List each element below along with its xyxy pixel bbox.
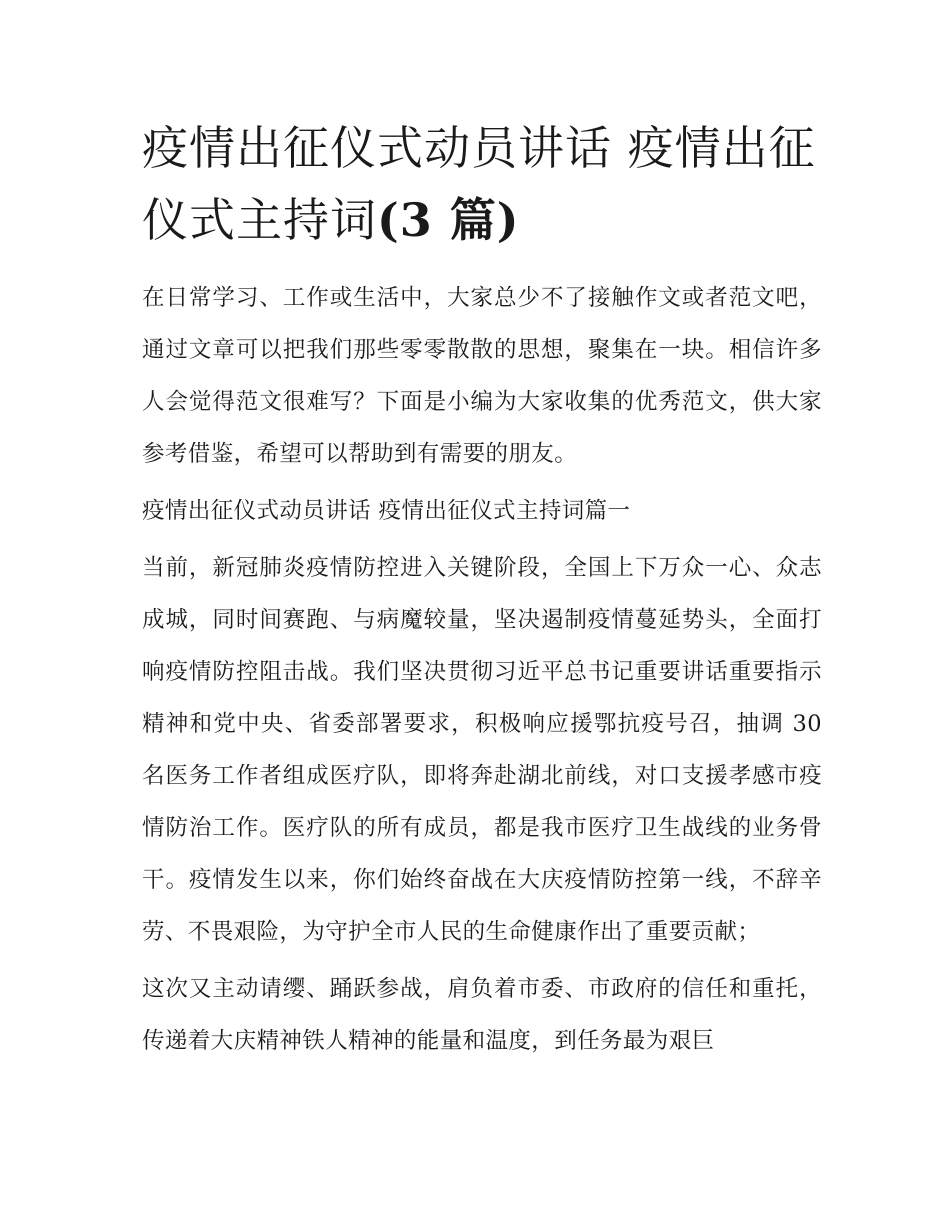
document-title xyxy=(142,112,822,256)
document-body xyxy=(142,272,822,1067)
title-count-text: (3 篇) xyxy=(377,193,520,247)
section-heading: 疫情出征仪式动员讲话 疫情出征仪式主持词篇一 xyxy=(142,498,631,524)
intro-paragraph: 在日常学习、工作或生活中，大家总少不了接触作文或者范文吧，通过文章可以把我们那些零零散散的思想，聚集在一块。相信许多人会觉得范文很难写？下面是小编为大家收集的优秀范文，供大家参考借鉴，希望可以帮助到有需要的朋友。 xyxy=(142,285,822,467)
body-paragraph: 这次又主动请缨、踊跃参战，肩负着市委、市政府的信任和重托，传递着大庆精神铁人精神的能量和温度，到任务最为艰巨 xyxy=(142,976,822,1054)
document-page xyxy=(142,112,822,1072)
title-main-text: 疫情出征仪式动员讲话 疫情出征仪式主持词 xyxy=(142,121,816,247)
body-paragraph: 当前，新冠肺炎疫情防控进入关键阶段，全国上下万众一心、众志成城，同时间赛跑、与病魔较量，坚决遏制疫情蔓延势头，全面打响疫情防控阻击战。我们坚决贯彻习近平总书记重要讲话重要指示精神和党中央、省委部署要求，积极响应援鄂抗疫号召，抽调 30 名医务工作者组成医疗队，即将奔赴湖北前线，对口支援孝感市疫情防治工作。医疗队的所有成员，都是我市医疗卫生战线的业务骨干。疫情发生以来，你们始终奋战在大庆疫情防控第一线，不辞辛劳、不畏艰险，为守护全市人民的生命健康作出了重要贡献； xyxy=(142,555,822,945)
